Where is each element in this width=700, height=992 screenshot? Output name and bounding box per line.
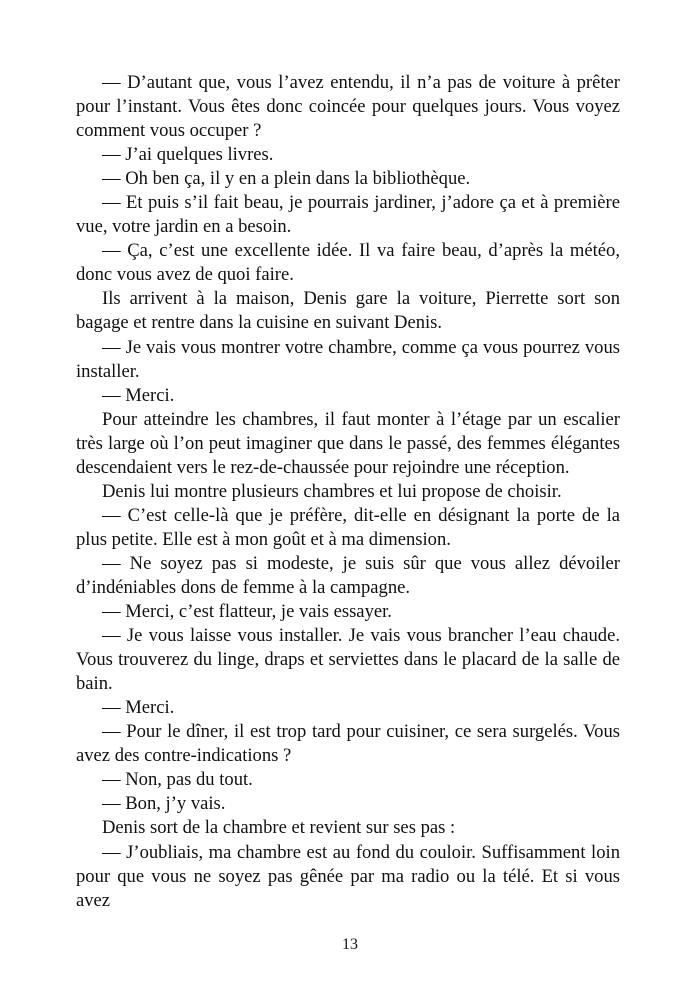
paragraph: — Bon, j’y vais. [102,793,226,815]
paragraph: — Ça, c’est une excellente idée. Il va faire beau, d’après la météo, donc vous avez de quoi faire. [76,240,620,286]
paragraph: — Je vous laisse vous installer. Je vais vous brancher l’eau chaude. Vous trouverez du linge, draps et serviettes dans le placard de la salle de bain. [76,625,620,695]
paragraph: Denis sort de la chambre et revient sur ses pas : [102,817,456,839]
body-text [76,71,620,913]
paragraph: — Merci. [102,697,175,719]
page-number: 13 [342,936,358,953]
paragraph: — Merci, c’est flatteur, je vais essayer. [102,601,392,623]
paragraph: — J’oubliais, ma chambre est au fond du couloir. Suffisamment loin pour que vous ne soyez pas gênée par ma radio ou la télé. Et si vous avez [76,841,620,911]
paragraph: — Non, pas du tout. [102,769,253,791]
paragraph: Ils arrivent à la maison, Denis gare la voiture, Pierrette sort son bagage et rentre dans la cuisine en suivant Denis. [76,288,620,334]
paragraph: — D’autant que, vous l’avez entendu, il n’a pas de voiture à prêter pour l’instant. Vous êtes donc coincée pour quelques jours. Vous voyez comment vous occuper ? [76,72,620,142]
paragraph: — Ne soyez pas si modeste, je suis sûr que vous allez dévoiler d’indéniables dons de femme à la campagne. [76,552,620,598]
paragraph: — J’ai quelques livres. [102,144,274,166]
paragraph: — Je vais vous montrer votre chambre, comme ça vous pourrez vous installer. [76,336,620,382]
paragraph: — Merci. [102,384,175,406]
paragraph: — Oh ben ça, il y en a plein dans la bibliothèque. [102,168,471,190]
paragraph: Denis lui montre plusieurs chambres et lui propose de choisir. [102,480,562,502]
paragraph: — Et puis s’il fait beau, je pourrais jardiner, j’adore ça et à première vue, votre jardin en a besoin. [76,192,620,238]
paragraph: Pour atteindre les chambres, il faut monter à l’étage par un escalier très large où l’on peut imaginer que dans le passé, des femmes élégantes descendaient vers le rez-de-chaussée pour rejoindre une réception. [76,408,620,478]
paragraph: — Pour le dîner, il est trop tard pour cuisiner, ce sera surgelés. Vous avez des contre-indications ? [76,721,620,767]
paragraph: — C’est celle-là que je préfère, dit-elle en désignant la porte de la plus petite. Elle est à mon goût et à ma dimension. [76,504,620,550]
